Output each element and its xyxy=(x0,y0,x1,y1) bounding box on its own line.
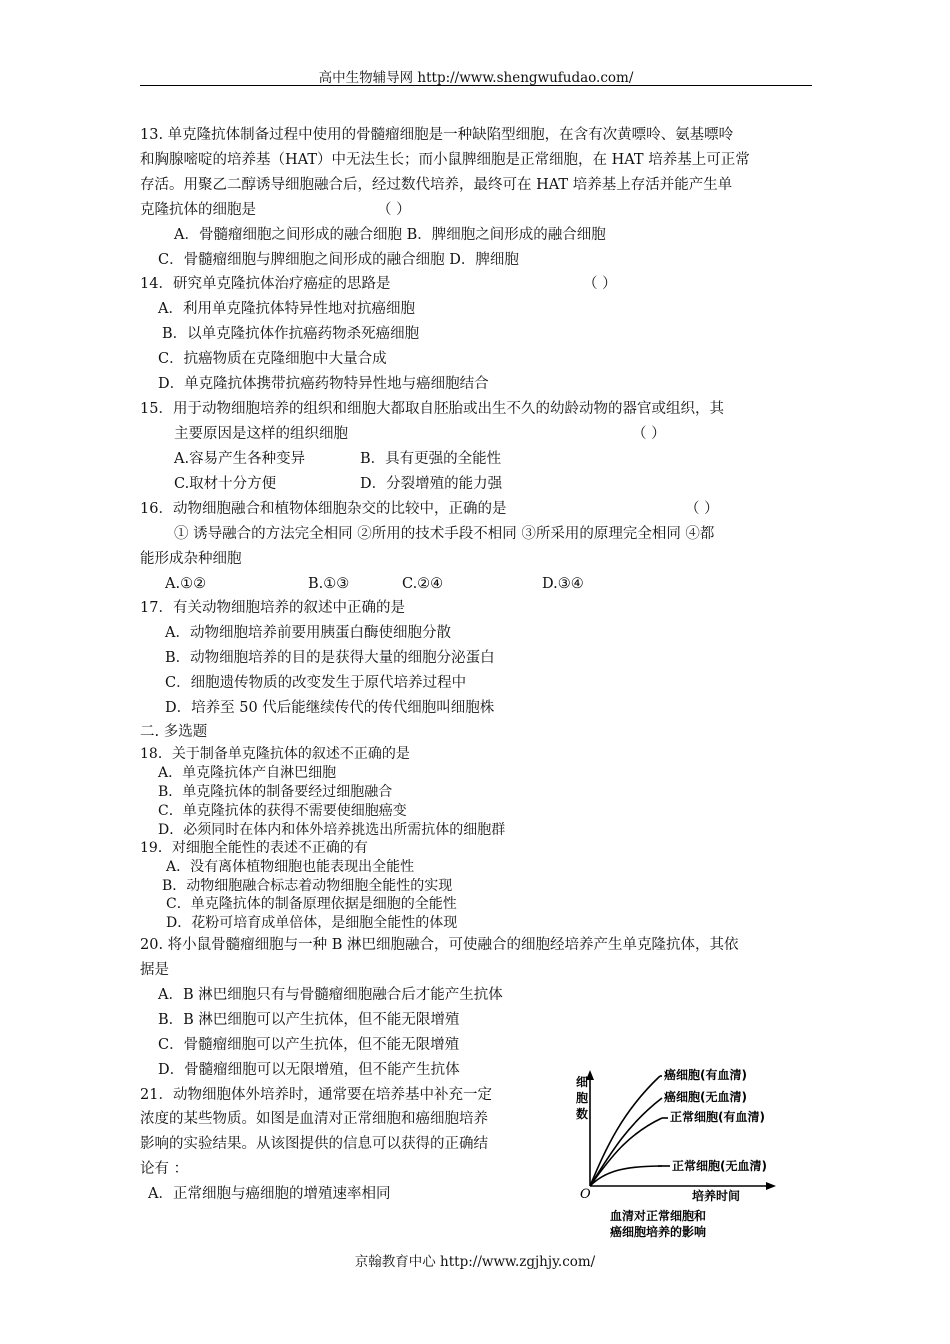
q16-line3: 能形成杂种细胞 xyxy=(140,551,242,567)
q16-option-d: D.③④ xyxy=(542,576,584,592)
q21-line3: 影响的实验结果。从该图提供的信息可以获得的正确结 xyxy=(140,1136,488,1152)
y-axis-label-3: 数 xyxy=(576,1107,589,1121)
header-rule xyxy=(140,85,812,86)
q17-option-b: B．动物细胞培养的目的是获得大量的细胞分泌蛋白 xyxy=(165,650,495,666)
q13-options-ab: A．骨髓瘤细胞之间形成的融合细胞 B．脾细胞之间形成的融合细胞 xyxy=(174,227,606,243)
q21-line2: 浓度的某些物质。如图是血清对正常细胞和癌细胞培养 xyxy=(140,1111,488,1127)
page-header: 高中生物辅导网 http://www.shengwufudao.com/ xyxy=(318,70,634,86)
q13-line2: 和胸腺嘧啶的培养基（HAT）中无法生长；而小鼠脾细胞是正常细胞，在 HAT 培养基上可正常 xyxy=(140,152,750,168)
label-cancer-no-serum: 癌细胞(无血清) xyxy=(664,1090,747,1104)
q20-line1: 20. 将小鼠骨髓瘤细胞与一种 B 淋巴细胞融合，可使融合的细胞经培养产生单克隆抗体，其依 xyxy=(140,937,739,953)
label-cancer-with-serum: 癌细胞(有血清) xyxy=(664,1068,747,1082)
q20-option-c: C．骨髓瘤细胞可以产生抗体，但不能无限增殖 xyxy=(158,1037,460,1053)
q13-line3: 存活。用聚乙二醇诱导细胞融合后，经过数代培养，最终可在 HAT 培养基上存活并能产生单 xyxy=(140,177,733,193)
y-axis-label-1: 细 xyxy=(576,1075,589,1089)
label-normal-no-serum: 正常细胞(无血清) xyxy=(672,1159,767,1173)
q18-option-d: D．必须同时在体内和体外培养挑选出所需抗体的细胞群 xyxy=(158,822,506,838)
q15-option-d: D．分裂增殖的能力强 xyxy=(360,476,503,492)
q15-line2: 主要原因是这样的组织细胞 xyxy=(174,426,348,442)
q21-line1: 21．动物细胞体外培养时，通常要在培养基中补充一定 xyxy=(140,1087,492,1103)
q14-answer-paren: （ ） xyxy=(583,276,617,292)
origin-label: O xyxy=(580,1187,591,1202)
q17-option-c: C．细胞遗传物质的改变发生于原代培养过程中 xyxy=(165,675,467,691)
section-title-multiple-choice: 二. 多选题 xyxy=(140,724,208,740)
q18-option-b: B．单克隆抗体的制备要经过细胞融合 xyxy=(158,784,393,800)
q14-stem: 14．研究单克隆抗体治疗癌症的思路是 xyxy=(140,276,391,292)
q17-stem: 17．有关动物细胞培养的叙述中正确的是 xyxy=(140,600,405,616)
q18-option-a: A．单克隆抗体产自淋巴细胞 xyxy=(158,765,337,781)
q14-option-a: A．利用单克隆抗体特异性地对抗癌细胞 xyxy=(158,301,415,317)
q13-line4: 克隆抗体的细胞是 xyxy=(140,202,256,218)
figure-caption-1: 血清对正常细胞和 xyxy=(610,1209,707,1223)
q16-line2: ① 诱导融合的方法完全相同 ②所用的技术手段不相同 ③所采用的原理完全相同 ④都 xyxy=(174,526,715,542)
q15-answer-paren: （ ） xyxy=(632,426,666,442)
x-axis-label: 培养时间 xyxy=(692,1189,741,1203)
q16-answer-paren: （ ） xyxy=(685,501,719,517)
q14-option-b: B．以单克隆抗体作抗癌药物杀死癌细胞 xyxy=(162,326,420,342)
q13-line1: 13. 单克隆抗体制备过程中使用的骨髓瘤细胞是一种缺陷型细胞，在含有次黄嘌呤、氨基嘌呤 xyxy=(140,127,734,143)
q15-option-a: A.容易产生各种变异 xyxy=(174,451,306,467)
q14-option-c: C．抗癌物质在克隆细胞中大量合成 xyxy=(158,351,387,367)
y-axis-label-2: 胞 xyxy=(576,1091,589,1105)
q13-options-cd: C．骨髓瘤细胞与脾细胞之间形成的融合细胞 D．脾细胞 xyxy=(158,252,519,268)
q16-option-b: B.①③ xyxy=(308,576,350,592)
page-footer: 京翰教育中心 http://www.zgjhjy.com/ xyxy=(354,1254,596,1270)
q15-option-b: B．具有更强的全能性 xyxy=(360,451,502,467)
q19-stem: 19．对细胞全能性的表述不正确的有 xyxy=(140,840,368,856)
q19-option-a: A．没有离体植物细胞也能表现出全能性 xyxy=(166,859,415,875)
q20-option-a: A．B 淋巴细胞只有与骨髓瘤细胞融合后才能产生抗体 xyxy=(158,987,503,1003)
q20-line2: 据是 xyxy=(140,962,169,978)
q18-option-c: C．单克隆抗体的获得不需要使细胞癌变 xyxy=(158,803,407,819)
q20-option-b: B．B 淋巴细胞可以产生抗体，但不能无限增殖 xyxy=(158,1012,460,1028)
x-axis-arrow xyxy=(766,1182,776,1190)
curve-normal-with-serum xyxy=(590,1118,662,1186)
serum-culture-figure xyxy=(570,1062,810,1242)
q21-line4: 论有 ： xyxy=(140,1161,189,1177)
q16-option-a: A.①② xyxy=(165,576,207,592)
q19-option-c: C．单克隆抗体的制备原理依据是细胞的全能性 xyxy=(166,896,457,912)
q16-option-c: C.②④ xyxy=(402,576,444,592)
q20-option-d: D．骨髓瘤细胞可以无限增殖，但不能产生抗体 xyxy=(158,1062,460,1078)
q17-option-d: D．培养至 50 代后能继续传代的传代细胞叫细胞株 xyxy=(165,700,495,716)
q14-option-d: D．单克隆抗体携带抗癌药物特异性地与癌细胞结合 xyxy=(158,376,489,392)
q15-option-c: C.取材十分方便 xyxy=(174,476,277,492)
q15-line1: 15．用于动物细胞培养的组织和细胞大都取自胚胎或出生不久的幼龄动物的器官或组织，其 xyxy=(140,401,724,417)
q19-option-b: B．动物细胞融合标志着动物细胞全能性的实现 xyxy=(162,878,453,894)
q19-option-d: D．花粉可培育成单倍体，是细胞全能性的体现 xyxy=(166,915,458,931)
q17-option-a: A．动物细胞培养前要用胰蛋白酶使细胞分散 xyxy=(165,625,451,641)
q13-answer-paren: （ ） xyxy=(377,202,411,218)
q16-stem: 16．动物细胞融合和植物体细胞杂交的比较中，正确的是 xyxy=(140,501,507,517)
q21-option-a: A．正常细胞与癌细胞的增殖速率相同 xyxy=(148,1186,391,1202)
figure-caption-2: 癌细胞培养的影响 xyxy=(610,1225,707,1239)
label-normal-with-serum: 正常细胞(有血清) xyxy=(670,1110,765,1124)
q18-stem: 18．关于制备单克隆抗体的叙述不正确的是 xyxy=(140,746,410,762)
